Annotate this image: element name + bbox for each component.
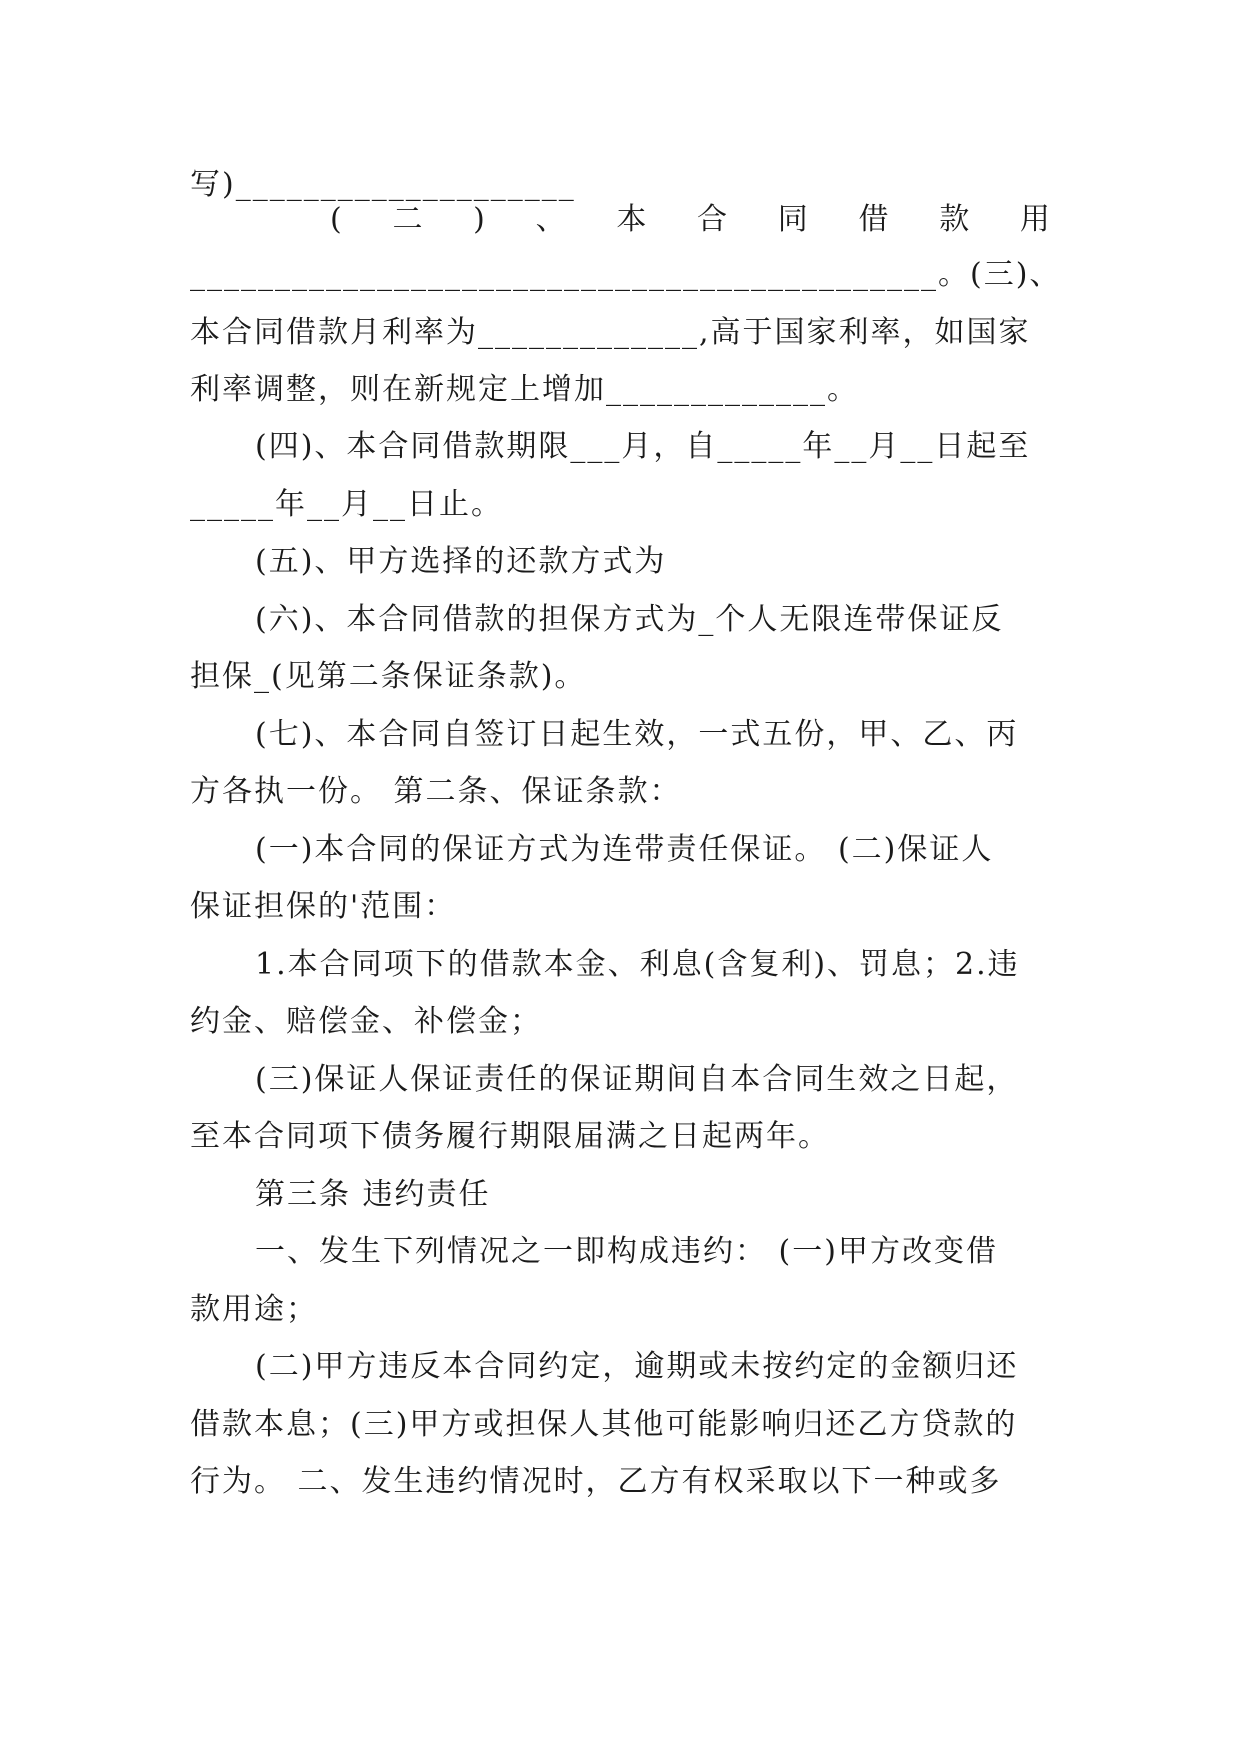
text-line-4: 本合同借款月利率为_____________,高于国家利率，如国家 <box>190 315 1031 350</box>
text-line-10: 担保_(见第二条保证条款)。 <box>190 659 587 694</box>
spread-char: 合 <box>697 202 728 237</box>
spread-char: 同 <box>777 202 808 237</box>
spread-char: 、 <box>535 202 566 237</box>
spread-char: 本 <box>616 202 647 237</box>
text-line-5: 利率调整，则在新规定上增加_____________。 <box>190 372 859 407</box>
spread-char: 二 <box>392 202 423 237</box>
text-line-11: (七)、本合同自签订日起生效，一式五份，甲、乙、丙 <box>255 717 1019 752</box>
spread-char: 借 <box>858 202 889 237</box>
text-line-18: 至本合同项下债务履行期限届满之日起两年。 <box>190 1119 830 1154</box>
text-line-17: (三)保证人保证责任的保证期间自本合同生效之日起， <box>255 1062 1019 1097</box>
text-line-22: (二)甲方违反本合同约定，逾期或未按约定的金额归还 <box>255 1349 1019 1384</box>
spread-char: 用 <box>1019 202 1050 237</box>
text-line-21: 款用途； <box>190 1292 318 1327</box>
spread-char: ( <box>330 202 342 237</box>
spread-char: 款 <box>939 202 970 237</box>
text-line-20: 一、发生下列情况之一即构成违约： (一)甲方改变借 <box>255 1234 998 1269</box>
text-line-2-spread <box>330 200 1050 240</box>
text-line-14: 保证担保的'范围： <box>190 889 457 924</box>
text-line-7: _____年__月__日止。 <box>190 487 503 522</box>
text-line-6: (四)、本合同借款期限___月，自_____年__月__日起至 <box>255 429 1031 464</box>
text-line-19: 第三条 违约责任 <box>255 1177 491 1212</box>
text-line-9: (六)、本合同借款的担保方式为_个人无限连带保证反 <box>255 602 1004 637</box>
text-line-12: 方各执一份。 第二条、保证条款： <box>190 774 682 809</box>
text-line-8: (五)、甲方选择的还款方式为 <box>255 544 667 579</box>
text-line-15: 1.本合同项下的借款本金、利息(含复利)、罚息；2.违 <box>255 947 1020 982</box>
text-line-23: 借款本息；(三)甲方或担保人其他可能影响归还乙方贷款的 <box>190 1407 1018 1442</box>
spread-char: ) <box>473 202 485 237</box>
text-line-1: 写)____________________ <box>190 167 576 202</box>
text-line-16: 约金、赔偿金、补偿金； <box>190 1004 542 1039</box>
text-line-13: (一)本合同的保证方式为连带责任保证。 (二)保证人 <box>255 832 994 867</box>
text-line-3: ____________________________________________。(三)、 <box>190 257 1062 292</box>
text-line-24: 行为。 二、发生违约情况时，乙方有权采取以下一种或多 <box>190 1464 1002 1499</box>
